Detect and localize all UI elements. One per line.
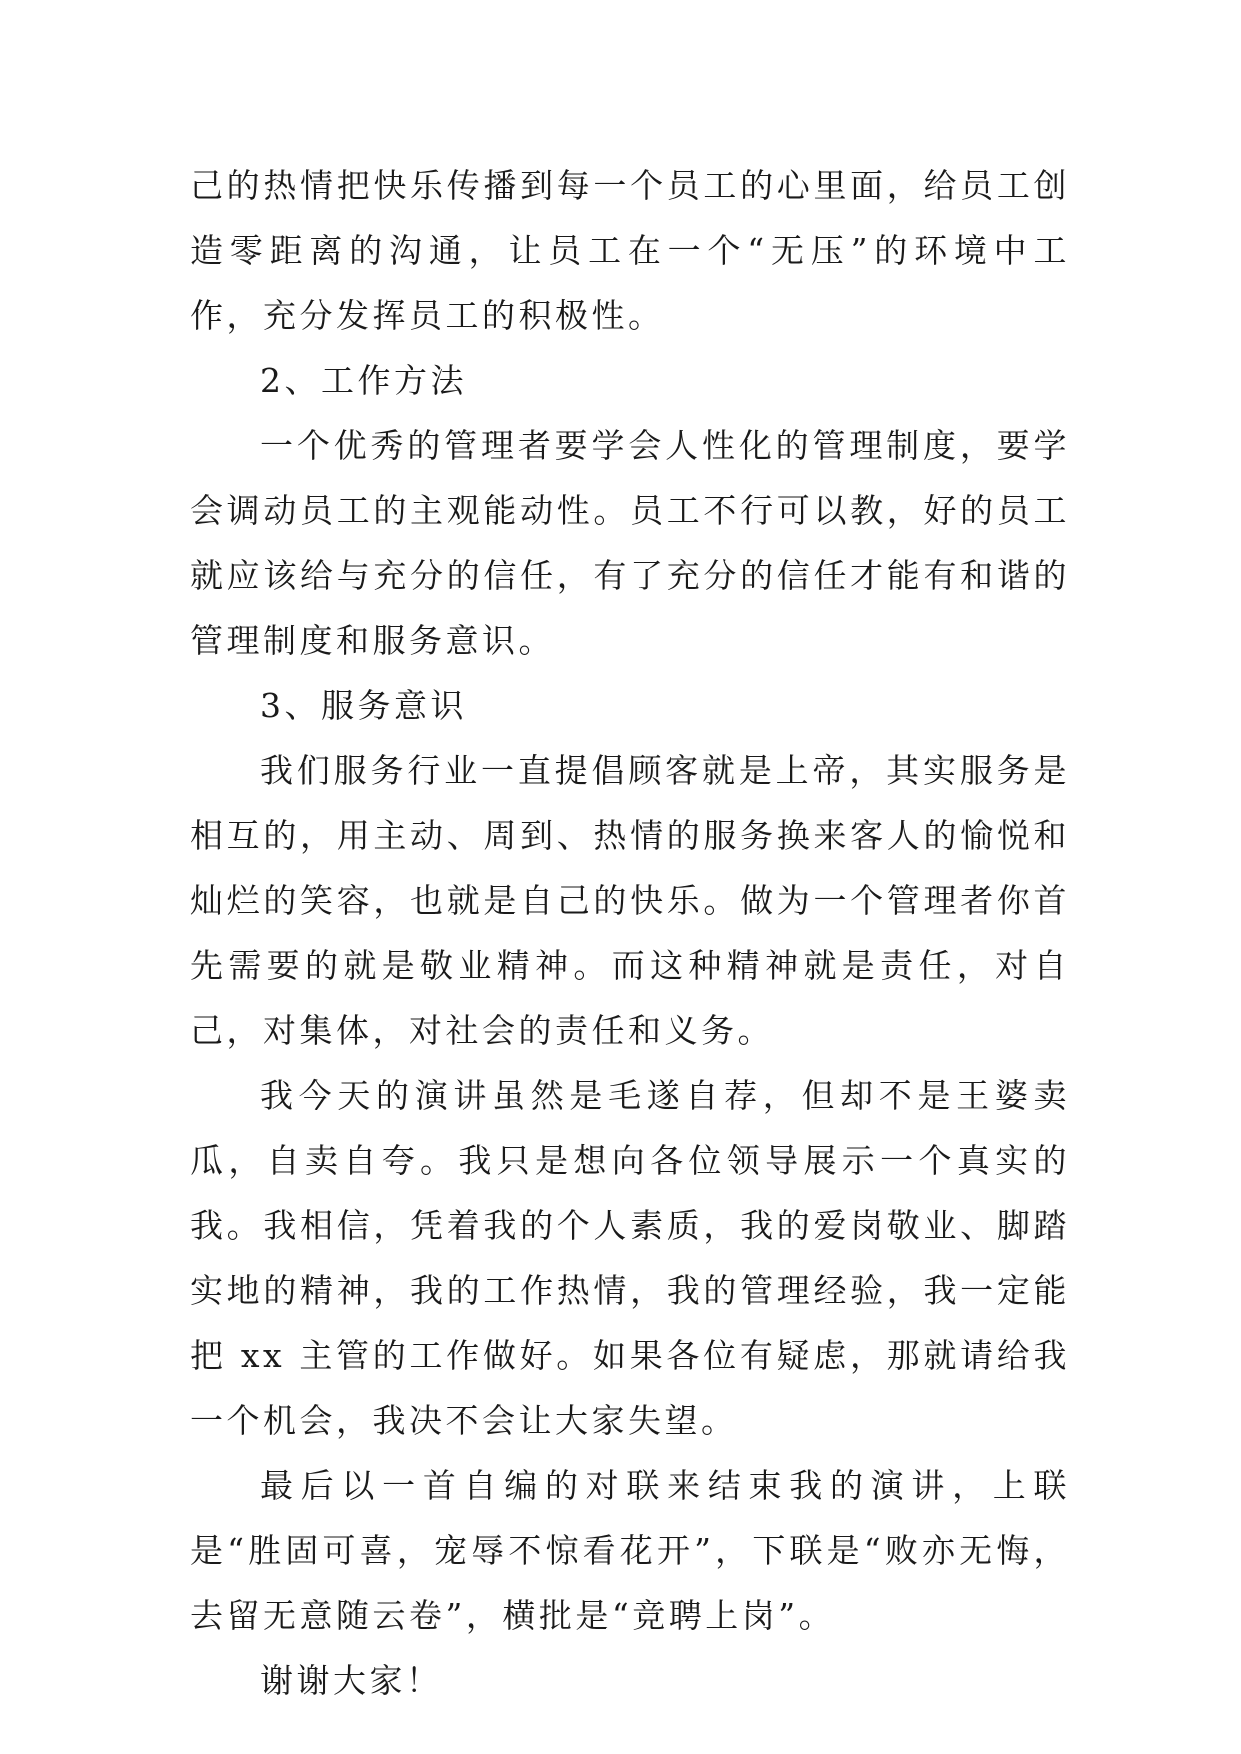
document-body xyxy=(190,153,1070,1713)
closing-thanks: 谢谢大家！ xyxy=(260,1661,443,1700)
section-heading-service-awareness: 3、服务意识 xyxy=(260,686,467,725)
section-heading-work-method: 2、工作方法 xyxy=(260,361,467,400)
paragraph-work-method: 一个优秀的管理者要学会人性化的管理制度，要学会调动员工的主观能动性。员工不行可以教，好的员工就应该给与充分的信任，有了充分的信任才能有和谐的管理制度和服务意识。 xyxy=(190,426,1070,660)
paragraph-self-recommendation: 我今天的演讲虽然是毛遂自荐，但却不是王婆卖瓜，自卖自夸。我只是想向各位领导展示一个真实的我。我相信，凭着我的个人素质，我的爱岗敬业、脚踏实地的精神，我的工作热情，我的管理经验，我一定能把 xx 主管的工作做好。如果各位有疑虑，那就请给我一个机会，我决不会让大家失望。 xyxy=(190,1076,1070,1440)
paragraph-service-awareness: 我们服务行业一直提倡顾客就是上帝，其实服务是相互的，用主动、周到、热情的服务换来客人的愉悦和灿烂的笑容，也就是自己的快乐。做为一个管理者你首先需要的就是敬业精神。而这种精神就是责任，对自己，对集体，对社会的责任和义务。 xyxy=(190,751,1070,1050)
paragraph-continuation: 己的热情把快乐传播到每一个员工的心里面，给员工创造零距离的沟通，让员工在一个“无压”的环境中工作，充分发挥员工的积极性。 xyxy=(190,166,1070,335)
paragraph-couplet: 最后以一首自编的对联来结束我的演讲，上联是“胜固可喜，宠辱不惊看花开”，下联是“败亦无悔，去留无意随云卷”，横批是“竞聘上岗”。 xyxy=(190,1466,1070,1635)
